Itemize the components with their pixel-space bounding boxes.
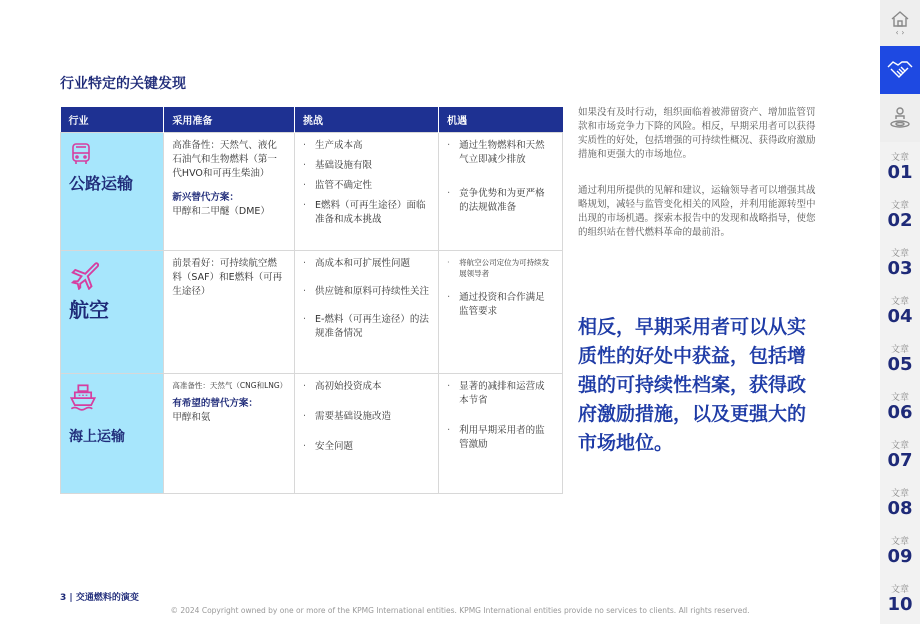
list-item: · 显著的减排和运营成本节省: [447, 380, 554, 408]
industry-cell-aviation: [61, 251, 164, 374]
table-row: [61, 251, 563, 374]
readiness-text: 前景看好：可持续航空燃料（SAF）和E燃料（可再生途径）: [172, 258, 283, 297]
industry-cell-marine: [61, 374, 164, 494]
ship-icon: [69, 383, 97, 411]
plane-icon: [69, 260, 99, 290]
article-label: 文章: [890, 489, 909, 499]
col-header-readiness: 采用准备: [164, 107, 295, 133]
article-number: 07: [887, 450, 913, 471]
person-button[interactable]: [880, 94, 920, 142]
nav-article-10[interactable]: [880, 574, 920, 622]
article-label: 文章: [890, 249, 909, 259]
article-number: 03: [887, 258, 913, 279]
article-label: 文章: [890, 345, 909, 355]
section-name: 交通燃料的演变: [75, 593, 139, 603]
table-row: [61, 133, 563, 251]
side-nav: [880, 0, 920, 624]
pull-quote: 相反，早期采用者可以从实质性的好处中获益，包括增强的可持续性档案，获得政府激励措施，以及更强大的市场地位。: [578, 316, 807, 454]
page-title: 行业特定的关键发现: [60, 76, 186, 92]
list-item: · E-燃料（可再生途径）的法规准备情况: [303, 313, 430, 341]
list-item: · 高初始投资成本: [303, 380, 430, 394]
article-number: 04: [887, 306, 913, 327]
article-label: 文章: [890, 201, 909, 211]
industry-name: 海上运输: [69, 429, 125, 445]
list-item: · 需要基础设施改造: [303, 410, 430, 424]
article-label: 文章: [890, 393, 909, 403]
body-paragraph-1: 如果没有及时行动，组织面临着被滞留资产、增加监管罚款和市场竞争力下降的风险。相反，早期采用者可以获得实质性的好处，包括增强的可持续性概况、获得政府激励措施和更强大的市场地位。: [578, 107, 816, 160]
list-item: · 安全问题: [303, 440, 430, 454]
list-item: · 基础设施有限: [303, 159, 430, 173]
article-label: 文章: [890, 537, 909, 547]
challenges-cell: [295, 133, 439, 251]
industry-name: 公路运输: [69, 174, 134, 193]
table-row: [61, 374, 563, 494]
col-header-challenges: 挑战: [295, 107, 439, 133]
list-item: · 竞争优势和为更严格的法规做准备: [447, 187, 554, 215]
nav-article-01[interactable]: [880, 142, 920, 190]
article-number: 01: [887, 162, 913, 183]
alt-label: 新兴替代方案：: [172, 192, 239, 203]
industry-name: 航空: [69, 298, 109, 322]
footer-separator: |: [69, 593, 76, 603]
article-number: 08: [887, 498, 913, 519]
body-paragraph-2: 通过利用所提供的见解和建议，运输领导者可以增强其战略规划，减轻与监管变化相关的风险，并利用能源转型中出现的市场机遇。探索本报告中的发现和战略指导，使您的组织站在替代燃料革命的最前沿。: [578, 185, 816, 238]
nav-article-08[interactable]: [880, 478, 920, 526]
challenges-cell: [295, 374, 439, 494]
article-number: 06: [887, 402, 913, 423]
handshake-icon: [887, 59, 913, 81]
list-item: · 将航空公司定位为可持续发展领导者: [447, 257, 554, 279]
challenges-cell: [295, 251, 439, 374]
readiness-cell: [164, 133, 295, 251]
industry-cell-road: [61, 133, 164, 251]
prev-next-arrows-icon[interactable]: ‹ ›: [895, 27, 905, 37]
alt-text: 甲醇和二甲醚（DME）: [172, 206, 270, 217]
col-header-industry: 行业: [61, 107, 164, 133]
page-number: 3: [60, 593, 67, 603]
list-item: · 生产成本高: [303, 139, 430, 153]
nav-article-02[interactable]: [880, 190, 920, 238]
nav-article-06[interactable]: [880, 382, 920, 430]
readiness-cell: [164, 374, 295, 494]
list-item: · E燃料（可再生途径）面临准备和成本挑战: [303, 199, 430, 227]
list-item: · 高成本和可扩展性问题: [303, 257, 430, 271]
person-icon: [889, 106, 911, 130]
article-label: 文章: [890, 297, 909, 307]
article-label: 文章: [890, 153, 909, 163]
article-label: 文章: [890, 441, 909, 451]
col-header-opportunities: 机遇: [439, 107, 563, 133]
copyright: © 2024 Copyright owned by one or more of the KPMG International entities. KPMG International entities provide no services to clients. All rights reserved.: [170, 606, 750, 615]
nav-article-04[interactable]: [880, 286, 920, 334]
article-number: 05: [887, 354, 913, 375]
article-number: 09: [887, 546, 913, 567]
nav-article-07[interactable]: [880, 430, 920, 478]
opportunities-cell: [439, 251, 563, 374]
opportunities-cell: [439, 374, 563, 494]
home-button[interactable]: [880, 0, 920, 46]
nav-article-03[interactable]: [880, 238, 920, 286]
findings-table: [60, 107, 563, 494]
list-item: · 供应链和原料可持续性关注: [303, 285, 430, 299]
table-header-row: [61, 107, 563, 133]
alt-text: 甲醇和氨: [172, 412, 211, 423]
handshake-button[interactable]: [880, 46, 920, 94]
article-label: 文章: [890, 585, 909, 595]
readiness-text: 高准备性：天然气、液化石油气和生物燃料（第一代HVO和可再生柴油）: [172, 140, 277, 179]
nav-article-09[interactable]: [880, 526, 920, 574]
readiness-text: 高准备性：天然气（CNG和LNG）: [172, 381, 288, 390]
article-number: 02: [887, 210, 913, 231]
list-item: · 通过生物燃料和天然气立即减少排放: [447, 139, 554, 167]
article-number: 10: [887, 594, 913, 615]
page-footer: [60, 590, 139, 603]
opportunities-cell: [439, 133, 563, 251]
list-item: · 监管不确定性: [303, 179, 430, 193]
list-item: · 通过投资和合作满足监管要求: [447, 291, 554, 319]
list-item: · 利用早期采用者的监管激励: [447, 424, 554, 452]
bus-icon: [69, 142, 93, 166]
home-icon: [890, 10, 910, 28]
nav-article-05[interactable]: [880, 334, 920, 382]
readiness-cell: [164, 251, 295, 374]
alt-label: 有希望的替代方案：: [172, 398, 258, 409]
